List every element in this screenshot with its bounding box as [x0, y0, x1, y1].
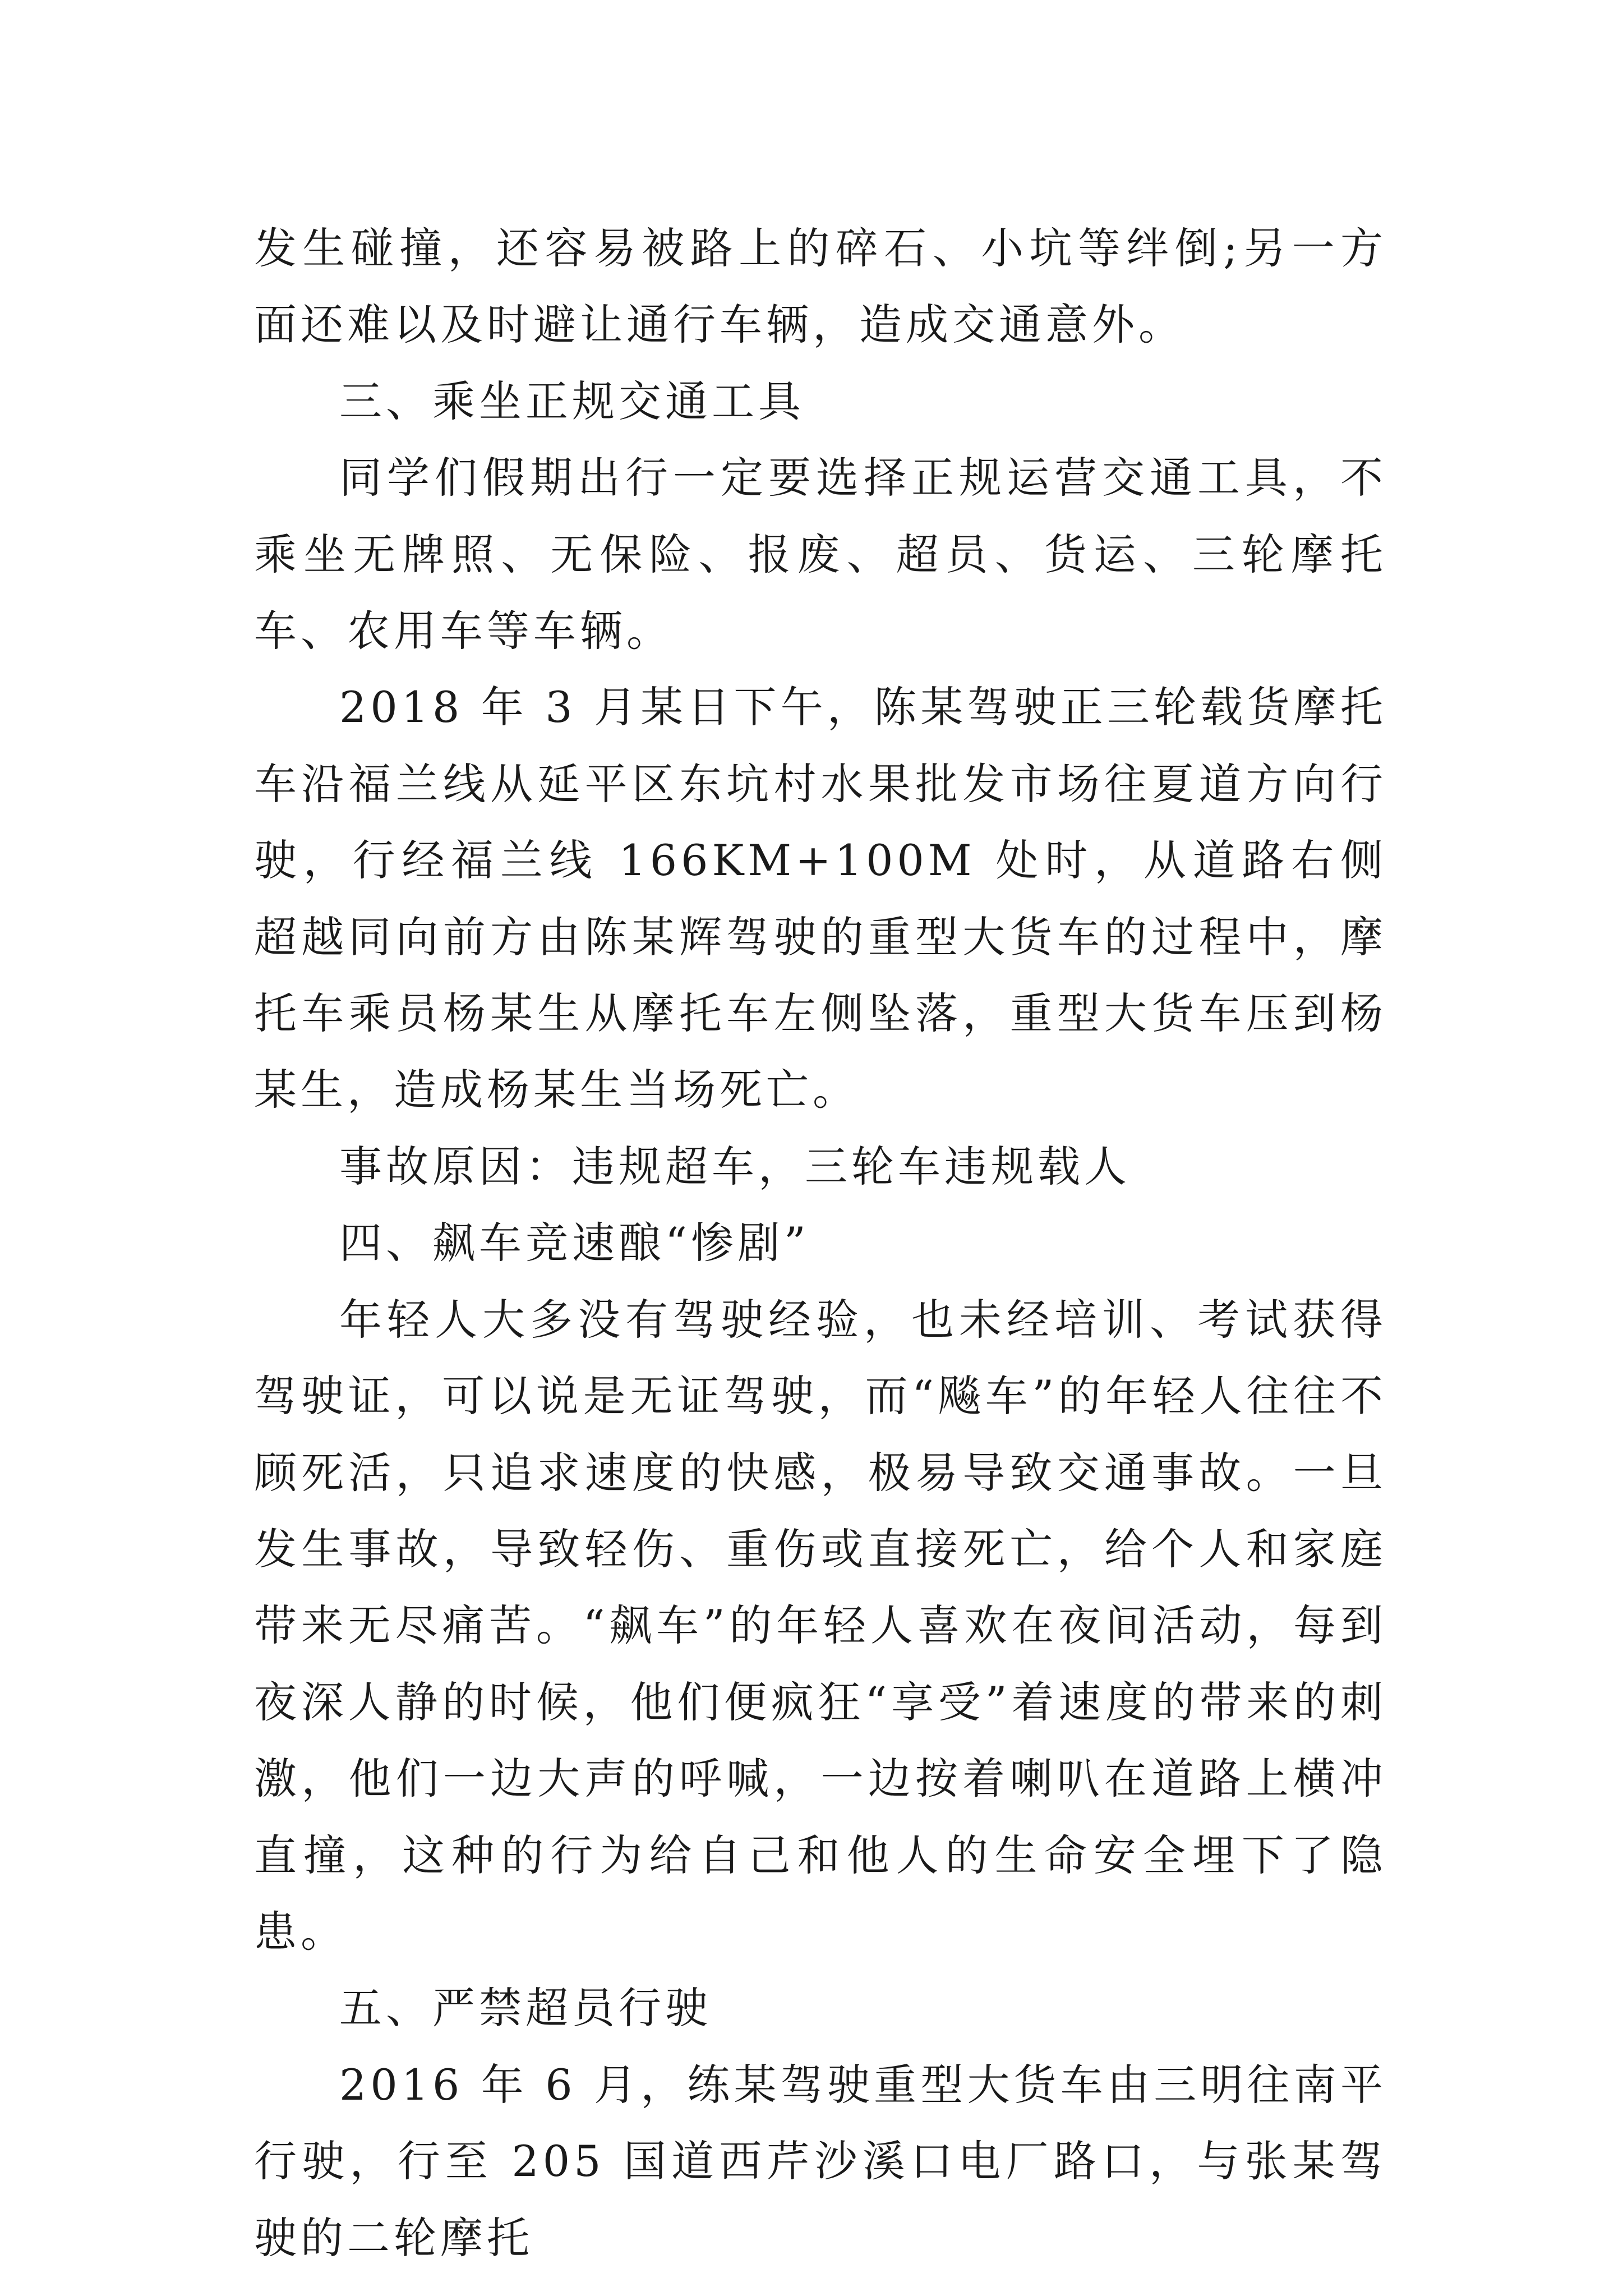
section-heading-5: 五、严禁超员行驶 [339, 1983, 712, 2033]
section-heading-4: 四、飙车竞速酿“惨剧” [339, 1218, 810, 1268]
document-body [254, 210, 1387, 2276]
paragraph: 同学们假期出行一定要选择正规运营交通工具，不乘坐无牌照、无保险、报废、超员、货运、三轮摩托车、农用车等车辆。 [254, 453, 1387, 656]
paragraph: 2018 年 3 月某日下午，陈某驾驶正三轮载货摩托车沿福兰线从延平区东坑村水果批发市场往夏道方向行驶，行经福兰线 166KM+100M 处时，从道路右侧超越同向前方由陈某辉驾驶的重型大货车的过程中，摩托车乘员杨某生从摩托车左侧坠落，重型大货车压到杨某生，造成杨某生当场死亡。 [254, 682, 1387, 1115]
accident-cause: 事故原因：违规超车，三轮车违规载人 [339, 1141, 1131, 1191]
section-heading-3: 三、乘坐正规交通工具 [339, 376, 805, 426]
paragraph: 年轻人大多没有驾驶经验，也未经培训、考试获得驾驶证，可以说是无证驾驶，而“飚车”的年轻人往往不顾死活，只追求速度的快感，极易导致交通事故。一旦发生事故，导致轻伤、重伤或直接死亡，给个人和家庭带来无尽痛苦。“飙车”的年轻人喜欢在夜间活动，每到夜深人静的时候，他们便疯狂“享受”着速度的带来的刺激，他们一边大声的呼喊，一边按着喇叭在道路上横冲直撞，这种的行为给自己和他人的生命安全埋下了隐患。 [254, 1294, 1387, 1957]
paragraph-continuation: 发生碰撞，还容易被路上的碎石、小坑等绊倒;另一方面还难以及时避让通行车辆，造成交通意外。 [254, 223, 1387, 350]
paragraph: 2016 年 6 月，练某驾驶重型大货车由三明往南平行驶，行至 205 国道西芹沙溪口电厂路口，与张某驾驶的二轮摩托 [254, 2059, 1387, 2263]
